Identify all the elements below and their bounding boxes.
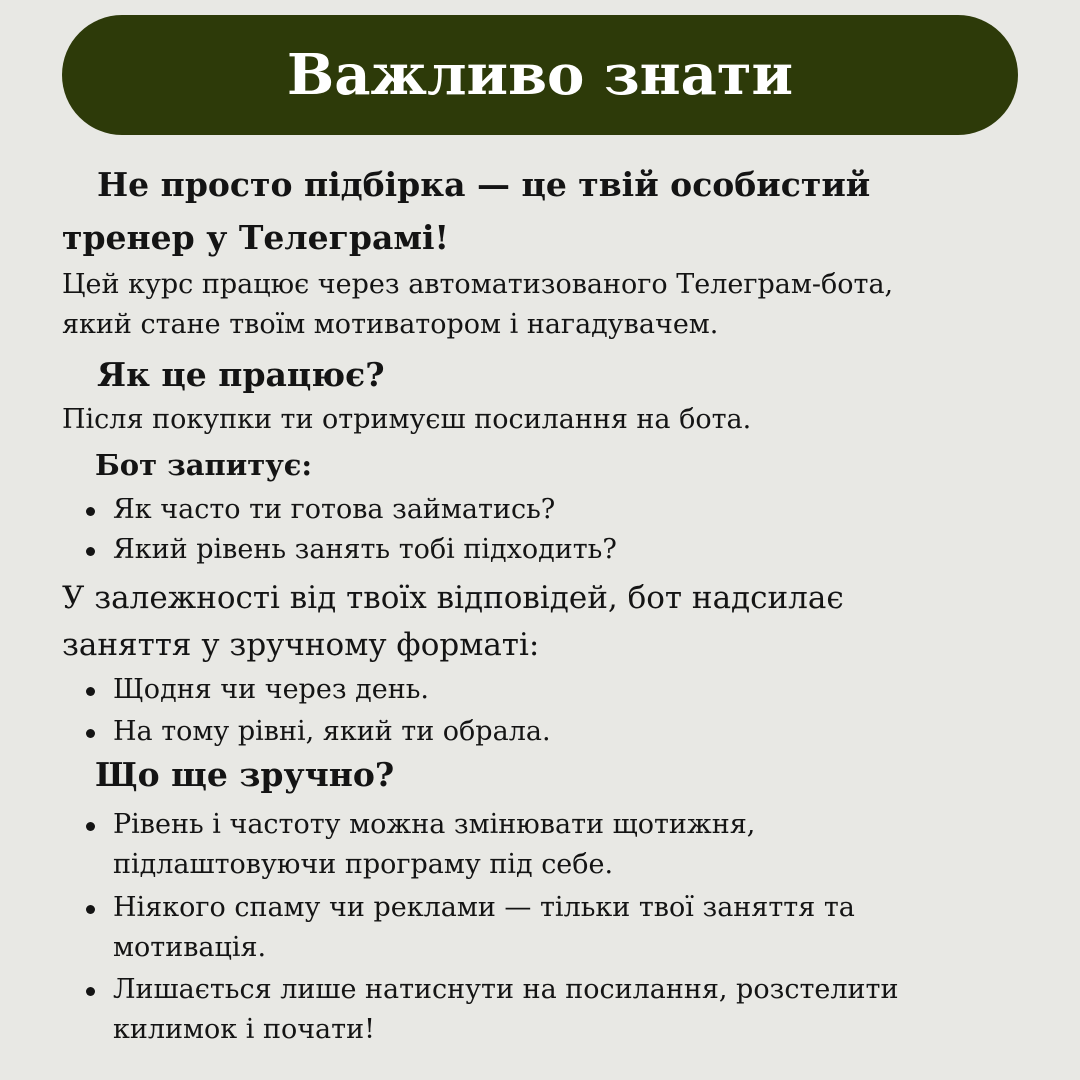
page-title: Важливо знати [286,42,794,108]
convenient-item-2-line-1: Ніякого спаму чи реклами — тільки твої заняття та [113,892,855,923]
convenient-heading: Що ще зручно? [95,755,395,794]
question-item: Як часто ти готова займатись? [113,494,556,525]
format-item: На тому рівні, який ти обрала. [113,716,551,747]
how-heading: Як це працює? [97,355,385,394]
question-item: Який рівень занять тобі підходить? [113,534,617,565]
intro-heading-line-1: Не просто підбірка — це твій особистий [97,165,871,204]
intro-text-line-2: який стане твоїм мотиватором і нагадувачем. [62,309,719,340]
bullet-icon [86,987,95,996]
how-text: Після покупки ти отримуєш посилання на бота. [62,404,752,435]
convenient-item-1-line-2: підлаштовуючи програму під себе. [113,849,614,880]
title-banner [62,15,1018,135]
convenient-item-3-line-2: килимок і почати! [113,1014,375,1045]
result-text-line-1: У залежності від твоїх відповідей, бот надсилає [62,580,844,616]
bullet-icon [86,507,95,516]
bullet-icon [86,905,95,914]
convenient-item-3-line-1: Лишається лише натиснути на посилання, розстелити [113,974,899,1005]
convenient-item-1-line-1: Рівень і частоту можна змінювати щотижня, [113,809,756,840]
convenient-item-2-line-2: мотивація. [113,932,267,963]
bullet-icon [86,547,95,556]
bullet-icon [86,687,95,696]
intro-text-line-1: Цей курс працює через автоматизованого Телеграм-бота, [62,269,894,300]
format-item: Щодня чи через день. [113,674,430,705]
intro-heading-line-2: тренер у Телеграмі! [62,218,450,257]
bullet-icon [86,822,95,831]
result-text-line-2: заняття у зручному форматі: [62,627,540,663]
bullet-icon [86,729,95,738]
bot-asks-heading: Бот запитує: [95,448,313,482]
